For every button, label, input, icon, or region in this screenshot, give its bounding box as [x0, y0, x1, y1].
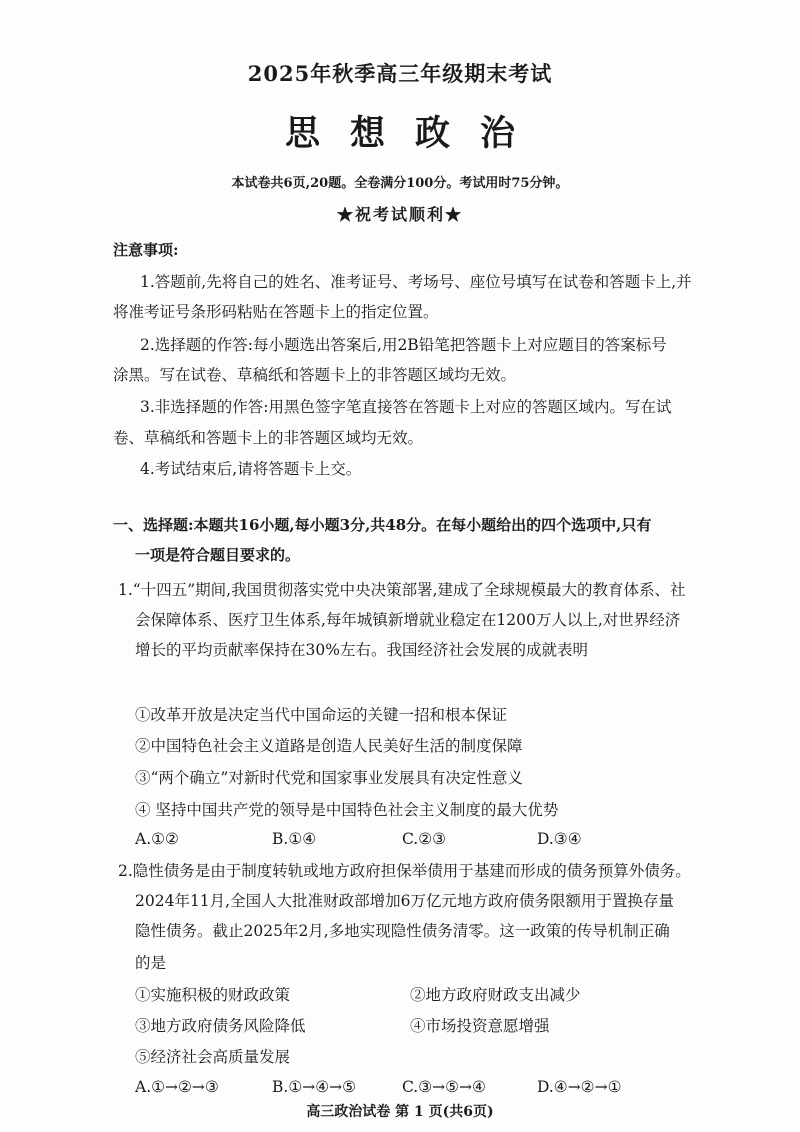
question-2-statement-3: ③地方政府债务风险降低 [135, 1017, 306, 1035]
question-2-choice-d: D.④→②→① [537, 1078, 622, 1096]
notice-item-3-line-2: 卷、草稿纸和答题卡上的非答题区域均无效。 [113, 429, 424, 447]
question-2-statement-5: ⑤经济社会高质量发展 [135, 1048, 291, 1066]
question-1-statement-1: ①改革开放是决定当代中国命运的关键一招和根本保证 [135, 706, 508, 724]
notice-item-4: 4.考试结束后,请将答题卡上交。 [140, 460, 362, 478]
good-luck-banner: ★祝考试顺利★ [336, 205, 463, 224]
question-1-statement-3: ③“两个确立”对新时代党和国家事业发展具有决定性意义 [135, 769, 523, 787]
section-1-heading-line-1: 一、选择题:本题共16小题,每小题3分,共48分。在每小题给出的四个选项中,只有 [113, 516, 652, 534]
question-1-statement-4: ④ 坚持中国共产党的领导是中国特色社会主义制度的最大优势 [135, 801, 559, 819]
notice-item-2-line-1: 2.选择题的作答:每小题选出答案后,用2B铅笔把答题卡上对应题目的答案标号 [140, 336, 667, 354]
question-2-choice-b: B.①→④→⑤ [272, 1078, 356, 1096]
question-2-choice-a: A.①→②→③ [135, 1078, 219, 1096]
question-1-choice-c: C.②③ [402, 830, 447, 848]
question-1-choice-d: D.③④ [537, 830, 582, 848]
question-2-stem-line-2: 2024年11月,全国人大批准财政部增加6万亿元地方政府债务限额用于置换存量 [135, 892, 674, 910]
notice-item-1-line-1: 1.答题前,先将自己的姓名、准考证号、考场号、座位号填写在试卷和答题卡上,并 [140, 273, 692, 291]
subject-title: 思想政治 [284, 113, 545, 154]
notice-item-3-line-1: 3.非选择题的作答:用黑色签字笔直接答在答题卡上对应的答题区域内。写在试 [140, 398, 672, 416]
question-2-choice-c: C.③→⑤→④ [402, 1078, 486, 1096]
question-2-stem-line-4: 的是 [135, 954, 167, 972]
notice-item-1-line-2: 将准考证号条形码粘贴在答题卡上的指定位置。 [113, 303, 439, 321]
notice-item-2-line-2: 涂黑。写在试卷、草稿纸和答题卡上的非答题区域均无效。 [113, 366, 517, 384]
question-1-choice-b: B.①④ [272, 830, 317, 848]
question-2-stem-line-3: 隐性债务。截止2025年2月,多地实现隐性债务清零。这一政策的传导机制正确 [135, 922, 670, 940]
exam-title: 2025年秋季高三年级期末考试 [247, 61, 553, 86]
question-1-stem-line-2: 会保障体系、医疗卫生体系,每年城镇新增就业稳定在1200万人以上,对世界经济 [135, 611, 681, 629]
question-2-statement-4: ④市场投资意愿增强 [410, 1017, 550, 1035]
question-2-stem-line-1: 2.隐性债务是由于制度转轨或地方政府担保举债用于基建而形成的债务预算外债务。 [118, 862, 691, 880]
question-1-stem-line-1: 1.“十四五”期间,我国贯彻落实党中央决策部署,建成了全球规模最大的教育体系、社 [118, 581, 686, 599]
page-footer: 高三政治试卷 第 1 页(共6页) [306, 1104, 494, 1120]
question-1-stem-line-3: 增长的平均贡献率保持在30%左右。我国经济社会发展的成就表明 [135, 641, 588, 659]
paper-info: 本试卷共6页,20题。全卷满分100分。考试用时75分钟。 [231, 176, 569, 191]
question-2-statement-1: ①实施积极的财政政策 [135, 986, 291, 1004]
question-1-choice-a: A.①② [135, 830, 179, 848]
notice-heading: 注意事项: [113, 241, 179, 259]
section-1-heading-line-2: 一项是符合题目要求的。 [135, 546, 301, 564]
question-1-statement-2: ②中国特色社会主义道路是创造人民美好生活的制度保障 [135, 737, 523, 755]
question-2-statement-2: ②地方政府财政支出减少 [410, 986, 581, 1004]
